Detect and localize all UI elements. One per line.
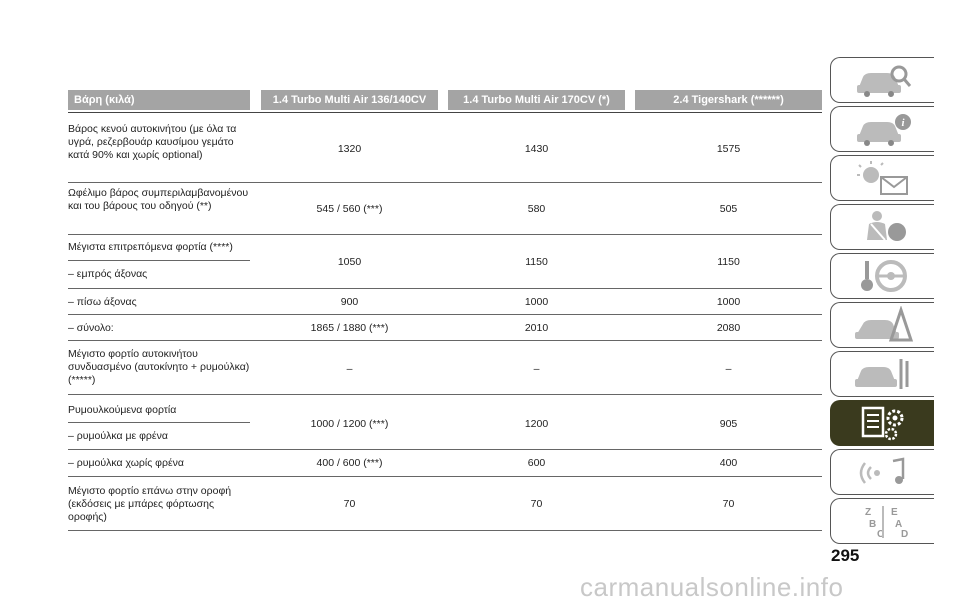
cell-value: 2010 xyxy=(524,322,549,334)
row-label: Ρυμουλκούμενα φορτία xyxy=(68,404,177,416)
cell-value: 70 xyxy=(530,498,543,510)
header-engine-tigershark: 2.4 Tigershark (******) xyxy=(635,90,822,110)
svg-text:B: B xyxy=(868,519,876,530)
row-divider xyxy=(68,234,822,235)
row-divider xyxy=(68,182,822,183)
multimedia-icon xyxy=(853,453,913,491)
row-label: Μέγιστα επιτρεπόμενα φορτία (****) xyxy=(68,241,233,253)
cell-value: 1320 xyxy=(337,143,362,155)
cell-value: 1200 xyxy=(524,418,549,430)
warning-mail-icon xyxy=(853,159,913,197)
svg-text:C: C xyxy=(876,529,884,540)
row-label: Βάρος κενού αυτοκινήτου (με όλα τα υγρά, ρεζερβουάρ καυσίμου γεμάτο κατά 90% και χωρίς optional) xyxy=(68,123,237,161)
row-divider xyxy=(68,476,822,477)
tab-key-steering[interactable] xyxy=(830,253,934,299)
row-divider xyxy=(68,530,822,531)
cell-value: 900 xyxy=(340,296,359,308)
cell-value: 1050 xyxy=(337,256,362,268)
row-label: – ρυμούλκα χωρίς φρένα xyxy=(68,457,184,469)
cell-value: 400 / 600 (***) xyxy=(316,457,383,469)
row-label: – ρυμούλκα με φρένα xyxy=(68,430,168,442)
cell-value: 1430 xyxy=(524,143,549,155)
header-engine-170: 1.4 Turbo Multi Air 170CV (*) xyxy=(448,90,625,110)
cell-value: – xyxy=(725,363,732,375)
cell-value: 70 xyxy=(343,498,356,510)
header-engine-136: 1.4 Turbo Multi Air 136/140CV xyxy=(261,90,438,110)
cell-value: 905 xyxy=(719,418,738,430)
key-steering-icon xyxy=(853,257,913,295)
row-divider xyxy=(68,340,822,341)
cell-value: – xyxy=(533,363,540,375)
cell-value: 580 xyxy=(527,203,546,215)
row-divider xyxy=(68,394,822,395)
row-divider xyxy=(68,449,822,450)
tech-specs-icon xyxy=(853,404,913,442)
row-label: – πίσω άξονας xyxy=(68,296,137,308)
seatbelt-airbag-icon xyxy=(853,208,913,246)
cell-value: 70 xyxy=(722,498,735,510)
tab-seatbelt-airbag[interactable] xyxy=(830,204,934,250)
cell-value: 400 xyxy=(719,457,738,469)
row-divider xyxy=(68,314,822,315)
row-label: – σύνολο: xyxy=(68,322,114,334)
tab-car-service[interactable] xyxy=(830,351,934,397)
cell-value: 1000 xyxy=(716,296,741,308)
tab-car-breakdown[interactable] xyxy=(830,302,934,348)
car-info-icon xyxy=(853,110,913,148)
svg-text:E: E xyxy=(890,507,898,518)
tab-warning-mail[interactable] xyxy=(830,155,934,201)
watermark: carmanualsonline.info xyxy=(580,572,844,602)
tab-index[interactable] xyxy=(830,498,934,544)
cell-value: – xyxy=(346,363,353,375)
cell-value: 545 / 560 (***) xyxy=(316,203,383,215)
row-divider xyxy=(68,288,822,289)
cell-value: 1000 / 1200 (***) xyxy=(310,418,389,430)
header-weights: Βάρη (κιλά) xyxy=(68,90,250,110)
cell-value: 1150 xyxy=(525,256,548,268)
tab-multimedia[interactable] xyxy=(830,449,934,495)
index-icon xyxy=(853,502,913,540)
cell-value: 1575 xyxy=(716,143,741,155)
cell-value: 600 xyxy=(527,457,546,469)
tab-tech-specs[interactable] xyxy=(830,400,934,446)
page-number: 295 xyxy=(831,546,860,565)
row-label: Μέγιστο φορτίο αυτοκινήτου συνδυασμένο (αυτοκίνητο + ρυμούλκα) (*****) xyxy=(68,348,250,386)
car-search-icon xyxy=(853,61,913,99)
car-breakdown-icon xyxy=(853,306,913,344)
svg-text:Z: Z xyxy=(864,507,871,518)
svg-text:D: D xyxy=(900,529,908,540)
tab-car-info[interactable] xyxy=(830,106,934,152)
header-divider xyxy=(68,112,822,113)
cell-value: 2080 xyxy=(716,322,741,334)
svg-text:i: i xyxy=(900,117,905,129)
cell-value: 505 xyxy=(719,203,738,215)
cell-value: 1865 / 1880 (***) xyxy=(310,322,389,334)
row-label: – εμπρός άξονας xyxy=(68,268,148,280)
label-divider xyxy=(68,422,250,423)
row-label: Ωφέλιμο βάρος συμπεριλαμβανομένου και του βάρους του οδηγού (**) xyxy=(68,187,249,212)
tab-car-search[interactable] xyxy=(830,57,934,103)
car-service-icon xyxy=(853,355,913,393)
cell-value: 1000 xyxy=(524,296,549,308)
cell-value: 1150 xyxy=(717,256,740,268)
row-label: Μέγιστο φορτίο επάνω στην οροφή (εκδόσεις με μπάρες φόρτωσης οροφής) xyxy=(68,485,232,523)
svg-text:A: A xyxy=(894,519,902,530)
label-divider xyxy=(68,260,250,261)
